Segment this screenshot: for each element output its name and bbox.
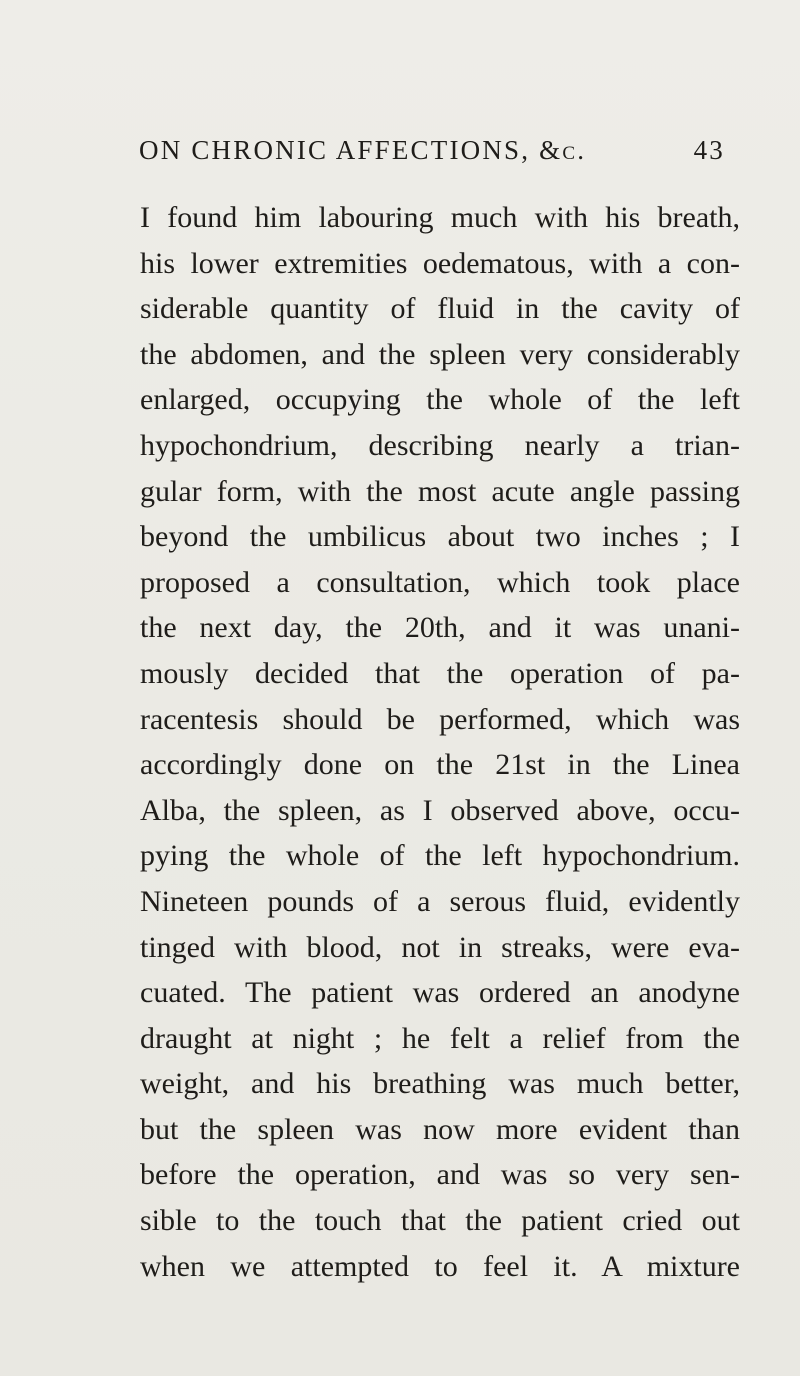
text-line: draught at night ; he felt a relief from the — [140, 1021, 740, 1055]
text-line: mously decided that the operation of pa- — [140, 656, 740, 690]
text-line: when we attempted to feel it. A mixture — [140, 1249, 740, 1283]
text-line: cuated. The patient was ordered an anodyne — [140, 976, 740, 1010]
text-line: I found him labouring much with his breath, — [140, 201, 740, 234]
page-number: 43 — [693, 135, 725, 165]
text-line: enlarged, occupying the whole of the left — [140, 383, 740, 417]
text-line: beyond the umbilicus about two inches ; I — [140, 520, 740, 554]
text-line: Nineteen pounds of a serous fluid, evidently — [140, 884, 740, 918]
text-line: the next day, the 20th, and it was unani- — [140, 611, 740, 645]
text-line: gular form, with the most acute angle passing — [140, 474, 740, 508]
text-line: tinged with blood, not in streaks, were eva- — [140, 930, 740, 964]
text-line: pying the whole of the left hypochondrium. — [140, 839, 740, 873]
text-line: proposed a consultation, which took place — [140, 565, 740, 599]
text-line: racentesis should be performed, which was — [140, 702, 740, 736]
text-line: before the operation, and was so very sen- — [140, 1158, 740, 1192]
text-line: the abdomen, and the spleen very considerably — [140, 337, 740, 371]
text-line: his lower extremities oedematous, with a con- — [140, 246, 740, 280]
text-line: siderable quantity of fluid in the cavity of — [140, 292, 740, 326]
body-text — [140, 195, 740, 1289]
text-line: weight, and his breathing was much better, — [140, 1067, 740, 1101]
text-line: sible to the touch that the patient cried out — [140, 1204, 740, 1238]
running-head — [139, 135, 739, 175]
running-title: ON CHRONIC AFFECTIONS, &c. — [139, 135, 587, 165]
text-line: hypochondrium, describing nearly a trian- — [140, 428, 740, 462]
text-line: accordingly done on the 21st in the Linea — [140, 748, 740, 782]
text-line: but the spleen was now more evident than — [140, 1112, 740, 1146]
text-line: Alba, the spleen, as I observed above, occu- — [140, 793, 740, 827]
